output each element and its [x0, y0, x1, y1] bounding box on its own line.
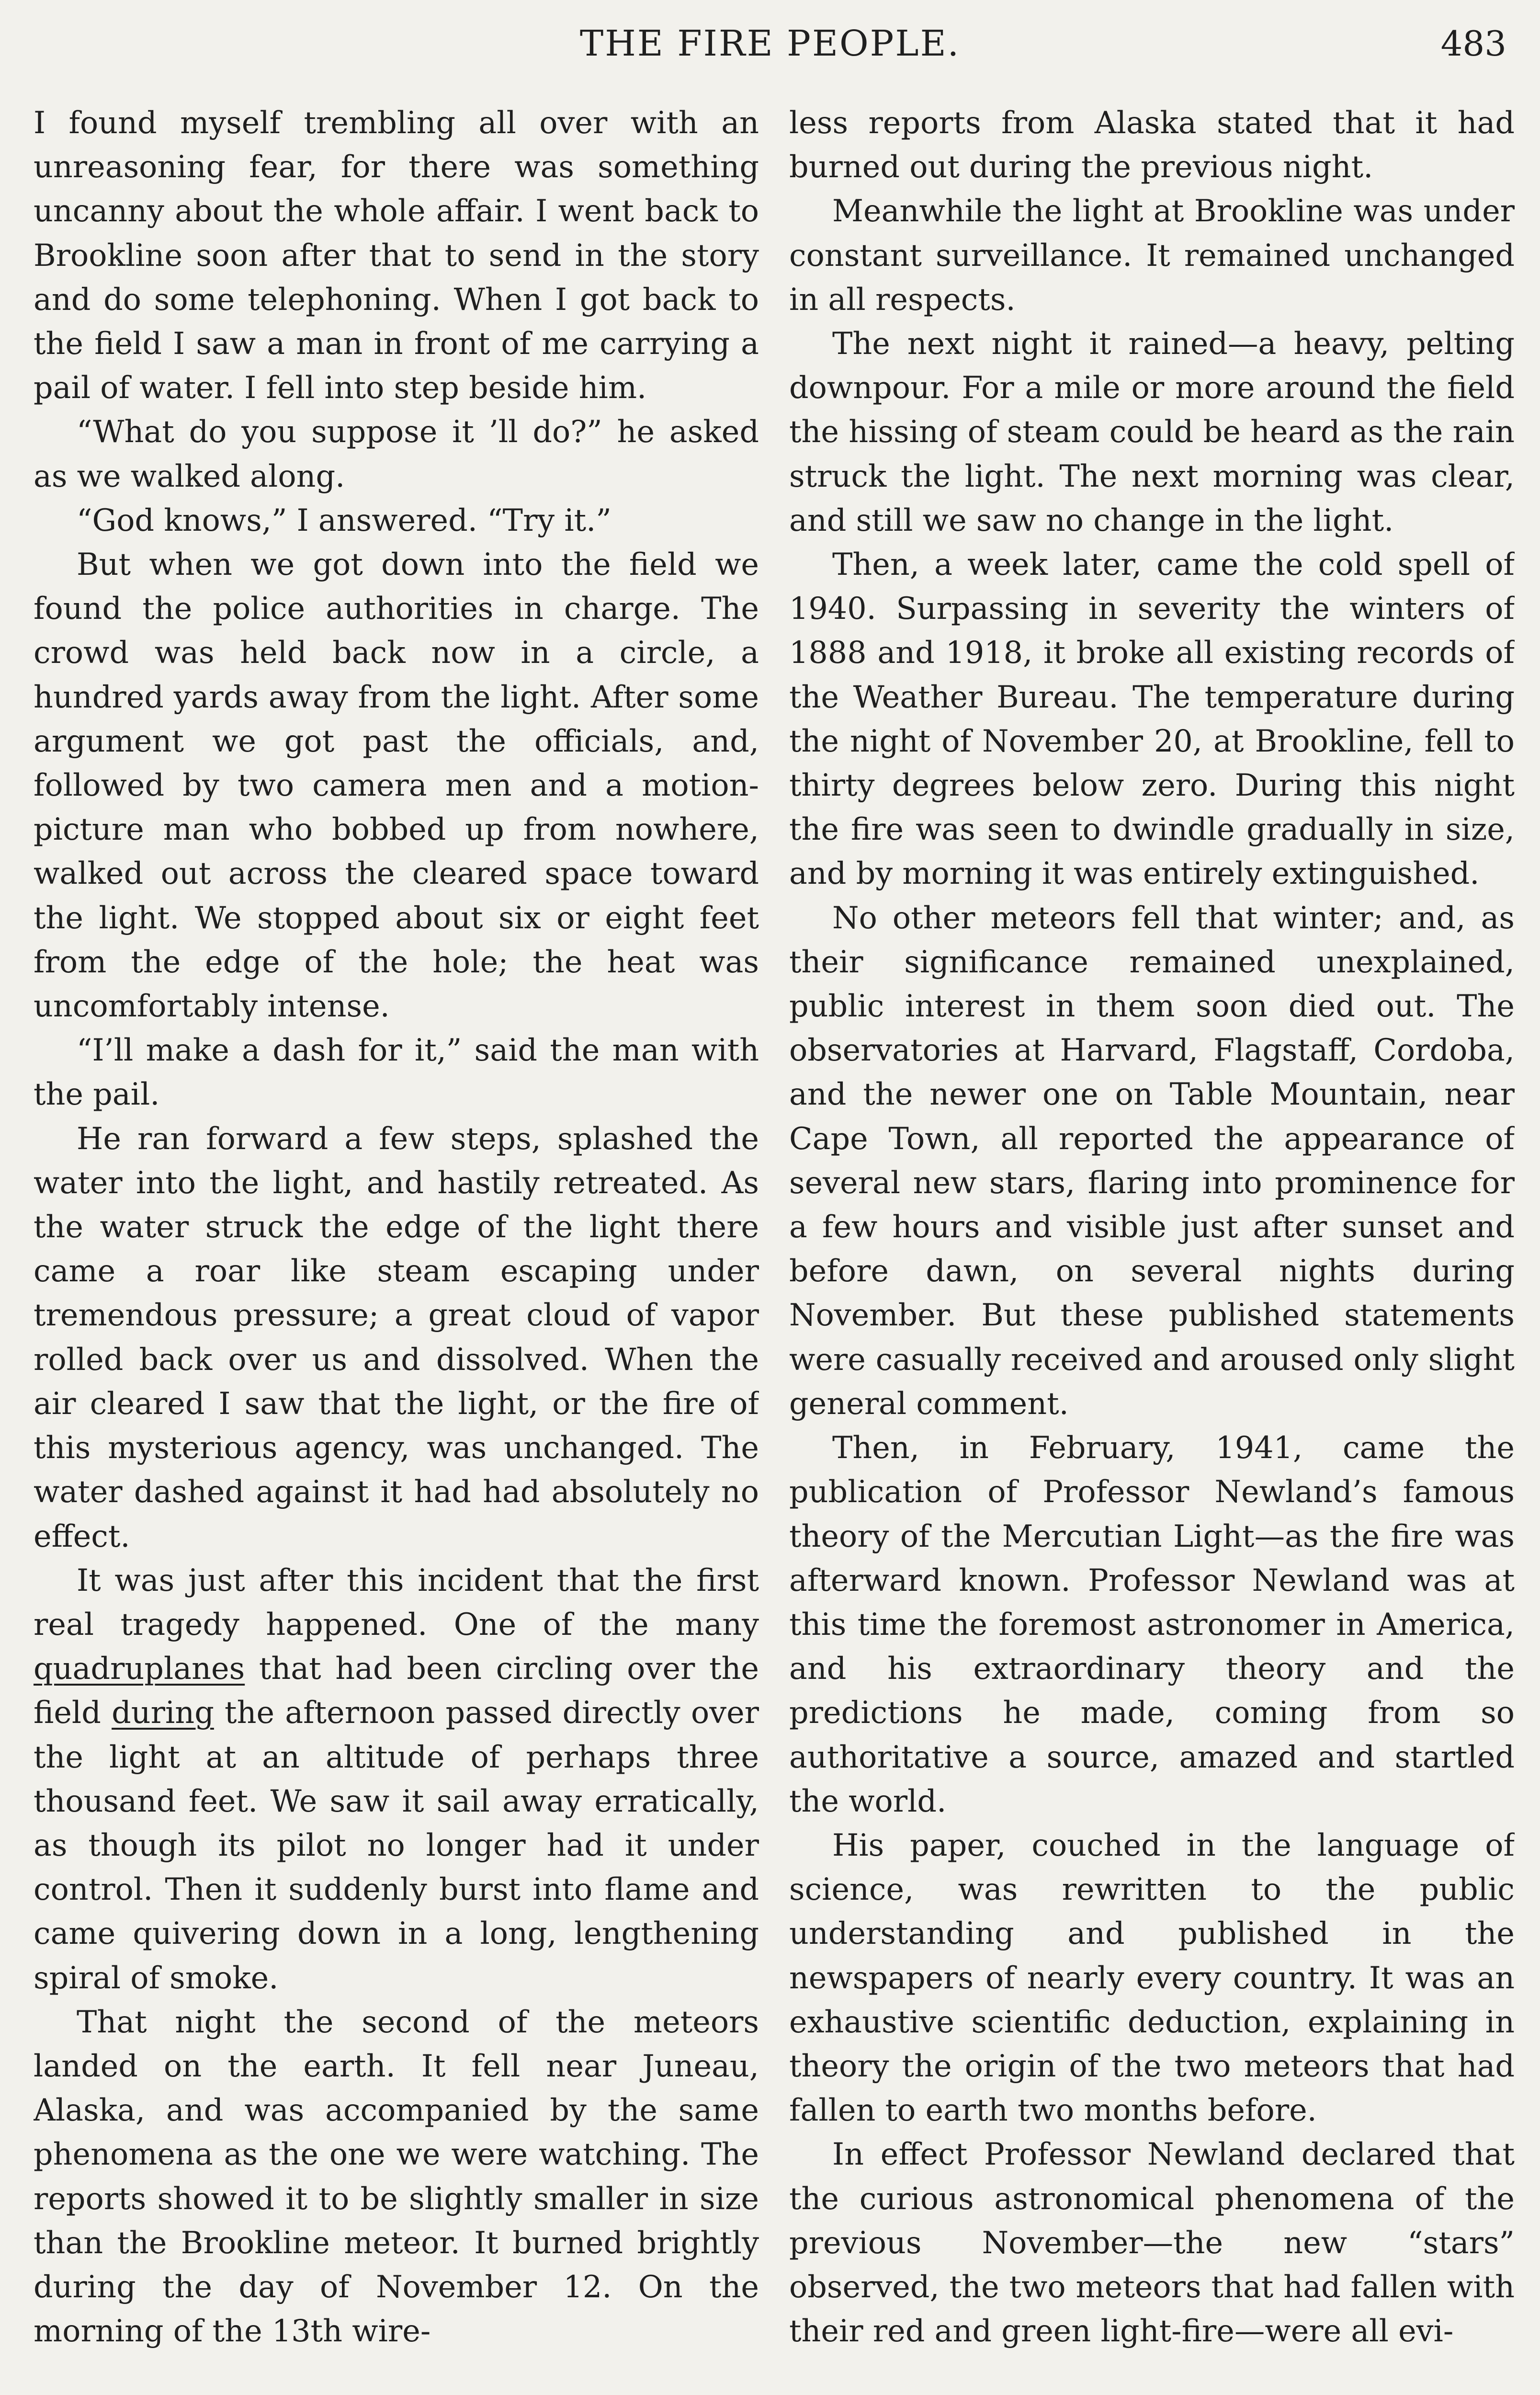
paragraph: Then, in February, 1941, came the publication of Professor Newland’s famous theory of the Mercutian Light—as the fire was afterward known. Professor Newland was at this time the foremost astronomer in America, and his extraordinary theory and the predictions he made, coming from so authoritative a source, amazed and startled the world. — [789, 1430, 1515, 1819]
paragraph: “I’ll make a dash for it,” said the man with the pail. — [34, 1032, 759, 1112]
paragraph: Meanwhile the light at Brookline was under constant surveillance. It remained unchanged in all respects. — [789, 193, 1515, 317]
text-run: the afternoon passed directly over the light at an altitude of perhaps three thousand feet. We saw it sail away erratically, as though its pilot no longer had it under control. Then it suddenly burst into flame and came quivering down in a long, lengthening spiral of smoke. — [34, 1695, 759, 1996]
paragraph: “God knows,” I answered. “Try it.” — [77, 502, 611, 538]
paragraph: Then, a week later, came the cold spell of 1940. Surpassing in severity the winters of 1888 and 1918, it broke all existing records of the Weather Bureau. The temperature during the night of November 20, at Brookline, fell to thirty degrees below zero. During this night the fire was seen to dwindle gradually in size, and by morning it was entirely extinguished. — [789, 547, 1515, 891]
page-title: THE FIRE PEOPLE. — [579, 23, 961, 64]
paragraph: His paper, couched in the language of science, was rewritten to the public understanding and published in the newspapers of nearly every country. It was an exhaustive scientific deduction, explaining in theory the origin of the two meteors that had fallen to earth two months before. — [789, 1827, 1515, 2128]
paragraph: The next night it rained—a heavy, pelting downpour. For a mile or more around the field the hissing of steam could be heard as the rain struck the light. The next morning was clear, and still we saw no change in the light. — [789, 326, 1515, 538]
paragraph: “What do you suppose it ’ll do?” he asked as we walked along. — [34, 414, 759, 494]
running-head — [34, 17, 1506, 70]
text-run: It was just after this incident that the first real tragedy happened. One of the many — [34, 1562, 759, 1642]
paragraph — [34, 1558, 759, 2000]
paragraph: He ran forward a few steps, splashed the water into the light, and hastily retreated. As the water struck the edge of the light there came a roar like steam escaping under tremendous pressure; a great cloud of vapor rolled back over us and dissolved. When the air cleared I saw that the light, or the fire of this mysterious agency, was unchanged. The water dashed against it had had absolutely no effect. — [34, 1120, 759, 1554]
paragraph: In effect Professor Newland declared that the curious astronomical phenomena of the previous November—the new “stars” observed, the two meteors that had fallen with their red and green light-fire—were all evi- — [789, 2136, 1515, 2349]
text-run: that had been circling over the field — [34, 1651, 759, 1731]
paragraph: That night the second of the meteors landed on the earth. It fell near Juneau, Alaska, and was accompanied by the same phenomena as the one we were watching. The reports showed it to be slightly smaller in size than the Brookline meteor. It burned brightly during the day of November 12. On the morning of the 13th wire- — [34, 2004, 759, 2349]
underlined-word: during — [112, 1695, 214, 1731]
paragraph: But when we got down into the field we found the police authorities in charge. The crowd was held back now in a circle, a hundred yards away from the light. After some argument we got past the officials, and, followed by two camera men and a motion-picture man who bobbed up from nowhere, walked out across the cleared space toward the light. We stopped about six or eight feet from the edge of the hole; the heat was uncomfortably intense. — [34, 547, 759, 1024]
page-number: 483 — [1440, 23, 1506, 64]
underlined-word: quadruplanes — [34, 1651, 245, 1687]
paragraph: I found myself trembling all over with an unreasoning fear, for there was something uncanny about the whole affair. I went back to Brookline soon after that to send in the story and do some telephoning. When I got back to the field I saw a man in front of me carrying a pail of water. I fell into step beside him. — [34, 105, 759, 406]
left-column — [34, 101, 759, 2395]
right-column — [789, 101, 1515, 2395]
paragraph: No other meteors fell that winter; and, as their significance remained unexplained, public interest in them soon died out. The observatories at Harvard, Flagstaff, Cordoba, and the newer one on Table Mountain, near Cape Town, all reported the appearance of several new stars, flaring into prominence for a few hours and visible just after sunset and before dawn, on several nights during November. But these published statements were casually received and aroused only slight general comment. — [789, 900, 1515, 1421]
paragraph-continuation: less reports from Alaska stated that it had burned out during the previous night. — [789, 105, 1515, 185]
